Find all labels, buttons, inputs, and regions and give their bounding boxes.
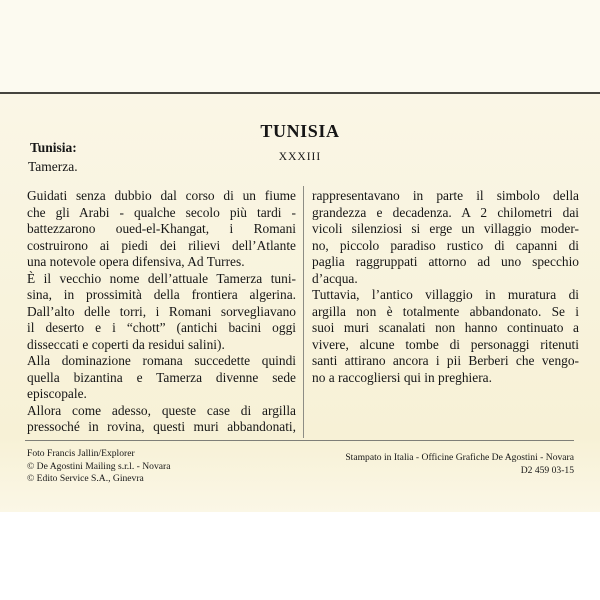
text-column-right: [312, 188, 579, 386]
series-number: XXXIII: [278, 151, 322, 163]
footer-rule: [25, 440, 574, 441]
body-line: pressoché in rovina, questi muri abbandonati,: [27, 419, 296, 434]
body-line: santi attirano ancora i pii Berberi che vengo-: [312, 353, 579, 368]
body-line: Tuttavia, l’antico villaggio in muratura di: [312, 287, 579, 302]
body-line: no a raccogliersi qui in preghiera.: [312, 369, 492, 385]
body-line: Alla dominazione romana succedette quindi: [27, 353, 296, 368]
print-info-line: D2 459 03-15: [520, 464, 574, 476]
body-line: paglia raggruppati attorno ad uno specchio: [312, 254, 579, 269]
body-line: Guidati senza dubbio dal corso di un fiume: [27, 188, 296, 203]
body-line: disseccati e coperti da residui salini).: [27, 336, 225, 352]
body-line: quella bizantina e Tamerza divenne sede: [27, 369, 296, 385]
column-divider: [303, 186, 304, 438]
body-line: che gli Arabi - qualche secolo più tardi -: [27, 204, 296, 220]
body-line: battezzarono oued-el-Khangat, i Romani: [27, 221, 296, 236]
body-line: rappresentavano in parte il simbolo della: [312, 188, 579, 203]
body-line: argilla non è totalmente abbandonato. Se i: [312, 303, 579, 319]
body-line: È il vecchio nome dell’attuale Tamerza tuni-: [27, 270, 296, 286]
body-line: d’acqua.: [312, 270, 358, 286]
page-title: TUNISIA: [260, 121, 340, 141]
body-line: Allora come adesso, queste case di argilla: [27, 402, 296, 418]
body-line: grandezza e decadenza. A 2 chilometri dai: [312, 204, 579, 220]
body-line: suoi muri scanalati non hanno continuato a: [312, 320, 579, 335]
country-label: Tunisia:: [30, 140, 77, 155]
credits-block: [27, 448, 170, 486]
body-line: vicoli silenziosi si erge un villaggio moder-: [312, 221, 579, 236]
body-line: una notevole opera difensiva, Ad Turres.: [27, 254, 245, 269]
credit-line: © Edito Service S.A., Ginevra: [27, 473, 144, 485]
body-line: episcopale.: [27, 386, 87, 401]
body-line: costruirono ai piedi dei rilievi dell’Atlante: [27, 237, 296, 253]
credit-line: Foto Francis Jallin/Explorer: [27, 448, 135, 459]
text-column-left: [27, 188, 296, 436]
print-info-block: [345, 452, 574, 477]
body-line: vivere, alcune tombe di personaggi ritenuti: [312, 336, 579, 352]
print-info-line: Stampato in Italia - Officine Grafiche De Agostini - Novara: [345, 452, 574, 463]
body-line: no, piccolo paradiso rustico di capanni di: [312, 237, 579, 253]
body-line: Dall’alto delle torri, i Romani sorvegliavano: [27, 303, 296, 319]
place-label: Tamerza.: [28, 159, 78, 174]
body-line: sina, in prossimità della frontiera algerina.: [27, 287, 296, 302]
postcard-back: [0, 94, 600, 512]
scan-background-strip: [0, 0, 600, 92]
credit-line: © De Agostini Mailing s.r.l. - Novara: [27, 460, 171, 472]
body-line: il deserto e i “chott” (antichi bacini oggi: [27, 320, 296, 335]
